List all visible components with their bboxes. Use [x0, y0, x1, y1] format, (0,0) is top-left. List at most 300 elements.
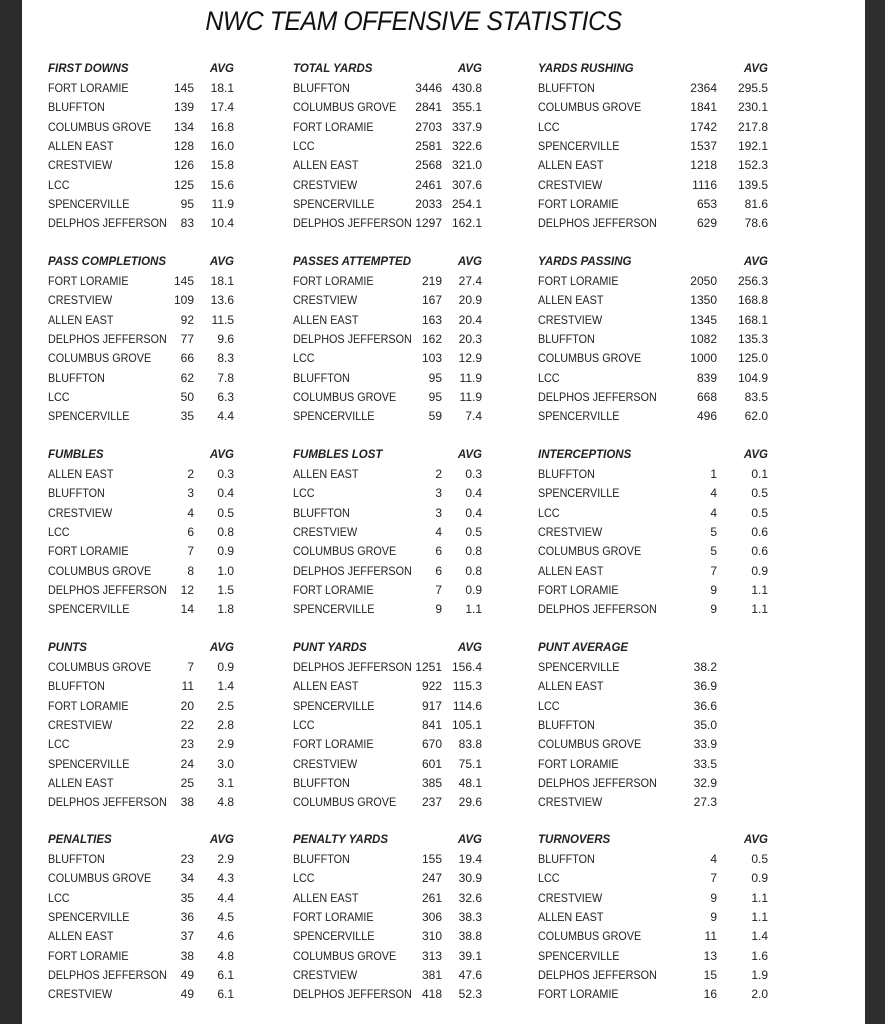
stat-average: 156.4 [451, 660, 482, 674]
stat-average: 11.9 [211, 196, 234, 211]
team-name: BLUFFTON [538, 717, 595, 732]
stat-category-heading: PASS COMPLETIONS [48, 256, 166, 268]
team-name: DELPHOS JEFFERSON [538, 775, 657, 790]
stat-value: 16 [703, 987, 717, 1002]
team-name: COLUMBUS GROVE [538, 737, 642, 752]
team-name: FORT LORAMIE [538, 274, 619, 288]
stat-value: 38 [180, 795, 194, 810]
stat-value: 27.3 [693, 795, 717, 810]
stat-average: 4.8 [217, 948, 234, 963]
stat-value: 1742 [690, 119, 717, 134]
stat-average: 6.1 [217, 967, 234, 982]
stat-value: 35 [180, 890, 194, 905]
stat-average: 152.3 [737, 158, 768, 173]
team-name: CRESTVIEW [538, 795, 603, 810]
team-name: SPENCERVILLE [538, 409, 620, 424]
team-name: COLUMBUS GROVE [538, 100, 642, 115]
stat-average: 1.4 [751, 929, 768, 944]
team-name: BLUFFTON [48, 852, 105, 866]
team-name: DELPHOS JEFFERSON [538, 602, 657, 617]
team-name: COLUMBUS GROVE [48, 351, 152, 366]
stat-value: 1350 [690, 293, 717, 308]
team-name: LCC [538, 698, 560, 713]
stat-value: 6 [187, 524, 194, 539]
stat-average: 321.0 [451, 158, 482, 173]
team-name: BLUFFTON [538, 331, 595, 346]
team-name: SPENCERVILLE [293, 409, 375, 424]
team-name: FORT LORAMIE [48, 948, 129, 963]
team-name: ALLEN EAST [538, 679, 604, 694]
stat-value: 237 [421, 795, 442, 810]
stat-average: 7.8 [217, 370, 234, 385]
team-name: CRESTVIEW [293, 177, 358, 192]
team-name: FORT LORAMIE [293, 274, 374, 288]
left-frame-border [0, 0, 22, 1024]
stat-average: 6.1 [217, 987, 234, 1002]
stat-average: 20.9 [458, 293, 482, 308]
stat-value: 109 [173, 293, 194, 308]
avg-column-heading: AVG [209, 256, 234, 268]
stat-average: 1.6 [751, 948, 768, 963]
stat-value: 922 [421, 679, 442, 694]
stat-average: 75.1 [458, 756, 482, 771]
stat-average: 52.3 [458, 987, 482, 1002]
stat-average: 83.5 [744, 389, 768, 404]
stat-average: 17.4 [210, 100, 234, 115]
stat-average: 256.3 [737, 274, 768, 288]
team-name: CRESTVIEW [538, 312, 603, 327]
stat-average: 2.9 [217, 852, 234, 866]
stat-value: 59 [428, 409, 442, 424]
stat-value: 2568 [415, 158, 442, 173]
stat-value: 66 [180, 351, 194, 366]
team-name: CRESTVIEW [48, 987, 113, 1002]
team-name: DELPHOS JEFFERSON [48, 795, 167, 810]
team-name: BLUFFTON [48, 370, 105, 385]
stat-average: 0.4 [465, 505, 482, 520]
team-name: ALLEN EAST [538, 909, 604, 924]
stat-value: 22 [180, 717, 194, 732]
team-name: LCC [48, 737, 70, 752]
stat-average: 135.3 [737, 331, 768, 346]
stat-average: 2.5 [217, 698, 234, 713]
team-name: BLUFFTON [48, 486, 105, 501]
stat-average: 0.5 [751, 852, 768, 866]
stat-value: 83 [180, 216, 194, 231]
stat-value: 35.0 [693, 717, 717, 732]
avg-column-heading: AVG [743, 63, 768, 75]
stat-value: 92 [180, 312, 194, 327]
team-name: BLUFFTON [293, 775, 350, 790]
team-name: SPENCERVILLE [48, 196, 130, 211]
avg-column-heading: AVG [457, 642, 482, 654]
avg-column-heading: AVG [457, 449, 482, 461]
stat-value: 33.9 [693, 737, 717, 752]
stat-value: 32.9 [693, 775, 717, 790]
team-name: DELPHOS JEFFERSON [293, 660, 412, 674]
stat-average: 0.4 [465, 486, 482, 501]
team-name: DELPHOS JEFFERSON [48, 331, 167, 346]
team-name: BLUFFTON [293, 852, 350, 866]
team-name: LCC [538, 370, 560, 385]
team-name: LCC [48, 524, 70, 539]
avg-column-heading: AVG [457, 256, 482, 268]
stat-average: 18.1 [210, 81, 234, 95]
stat-value: 12 [180, 582, 194, 597]
stat-value: 134 [173, 119, 194, 134]
stat-average: 4.5 [217, 909, 234, 924]
team-name: BLUFFTON [293, 505, 350, 520]
stat-category-heading: FUMBLES LOST [293, 449, 383, 461]
stat-average: 4.3 [217, 871, 234, 886]
stat-value: 7 [187, 544, 194, 559]
team-name: COLUMBUS GROVE [293, 795, 397, 810]
team-name: FORT LORAMIE [293, 737, 374, 752]
stat-value: 1082 [690, 331, 717, 346]
team-name: DELPHOS JEFFERSON [538, 967, 657, 982]
team-name: COLUMBUS GROVE [538, 351, 642, 366]
team-name: SPENCERVILLE [48, 409, 130, 424]
team-name: LCC [538, 505, 560, 520]
stat-value: 145 [173, 274, 194, 288]
stat-average: 230.1 [737, 100, 768, 115]
stat-value: 77 [180, 331, 194, 346]
stat-category-heading: TOTAL YARDS [293, 63, 373, 75]
team-name: SPENCERVILLE [538, 138, 620, 153]
team-name: FORT LORAMIE [538, 196, 619, 211]
stat-value: 261 [421, 890, 442, 905]
stat-value: 1116 [692, 177, 717, 192]
team-name: LCC [293, 486, 315, 501]
stat-average: 139.5 [737, 177, 768, 192]
stat-value: 1218 [690, 158, 717, 173]
stat-value: 11 [704, 929, 717, 944]
team-name: FORT LORAMIE [48, 698, 129, 713]
stat-average: 0.6 [751, 544, 768, 559]
stat-average: 0.9 [751, 563, 768, 578]
stat-average: 0.5 [217, 505, 234, 520]
stat-value: 11 [181, 679, 194, 694]
stat-value: 4 [187, 505, 194, 520]
stat-average: 114.6 [452, 698, 482, 713]
team-name: SPENCERVILLE [538, 948, 620, 963]
team-name: FORT LORAMIE [538, 582, 619, 597]
stat-average: 10.4 [210, 216, 234, 231]
stat-value: 1 [710, 467, 717, 481]
team-name: SPENCERVILLE [293, 929, 375, 944]
stat-value: 13 [703, 948, 717, 963]
stat-average: 16.0 [210, 138, 234, 153]
team-name: ALLEN EAST [293, 312, 359, 327]
team-name: LCC [293, 717, 315, 732]
team-name: FORT LORAMIE [538, 756, 619, 771]
stat-value: 103 [421, 351, 442, 366]
stat-average: 15.6 [210, 177, 234, 192]
stat-average: 0.5 [751, 486, 768, 501]
stat-value: 162 [421, 331, 442, 346]
stat-value: 670 [421, 737, 442, 752]
stat-value: 653 [696, 196, 717, 211]
avg-column-heading: AVG [743, 256, 768, 268]
team-name: FORT LORAMIE [293, 582, 374, 597]
team-name: FORT LORAMIE [48, 274, 129, 288]
avg-column-heading: AVG [457, 63, 482, 75]
stat-average: 337.9 [451, 119, 482, 134]
stat-value: 2050 [690, 274, 717, 288]
avg-column-heading: AVG [209, 834, 234, 846]
stat-value: 1297 [415, 216, 442, 231]
stat-value: 9 [710, 909, 717, 924]
stat-average: 4.8 [217, 795, 234, 810]
stats-band [22, 446, 865, 626]
stat-average: 0.3 [217, 467, 234, 481]
team-name: DELPHOS JEFFERSON [48, 216, 167, 231]
avg-column-heading: AVG [209, 642, 234, 654]
stat-value: 7 [187, 660, 194, 674]
page-title: NWC TEAM OFFENSIVE STATISTICS [205, 6, 622, 36]
avg-column-heading: AVG [743, 834, 768, 846]
stat-average: 430.8 [451, 81, 482, 95]
stat-average: 0.4 [217, 486, 234, 501]
stat-average: 83.8 [458, 737, 482, 752]
stat-category-heading: FUMBLES [48, 449, 104, 461]
stat-value: 155 [421, 852, 442, 866]
avg-column-heading: AVG [209, 449, 234, 461]
stat-average: 0.5 [751, 505, 768, 520]
stat-value: 6 [435, 563, 442, 578]
stat-value: 35 [180, 409, 194, 424]
stat-value: 36.6 [693, 698, 717, 713]
stat-value: 381 [421, 967, 442, 982]
stat-value: 163 [421, 312, 442, 327]
stat-value: 1345 [690, 312, 717, 327]
team-name: COLUMBUS GROVE [48, 871, 152, 886]
stat-category-heading: PENALTY YARDS [293, 834, 388, 846]
team-name: CRESTVIEW [48, 505, 113, 520]
stat-value: 95 [180, 196, 194, 211]
stat-average: 32.6 [458, 890, 482, 905]
stat-average: 0.5 [465, 524, 482, 539]
stat-average: 38.3 [458, 909, 482, 924]
stat-value: 3 [435, 505, 442, 520]
stat-value: 4 [710, 486, 717, 501]
stat-average: 3.1 [217, 775, 234, 790]
team-name: BLUFFTON [538, 852, 595, 866]
stat-value: 3 [187, 486, 194, 501]
stat-average: 20.3 [458, 331, 482, 346]
team-name: CRESTVIEW [293, 756, 358, 771]
team-name: COLUMBUS GROVE [293, 544, 397, 559]
team-name: ALLEN EAST [538, 563, 604, 578]
team-name: LCC [293, 138, 315, 153]
stat-value: 219 [421, 274, 442, 288]
stat-average: 9.6 [217, 331, 234, 346]
team-name: COLUMBUS GROVE [48, 119, 152, 134]
stat-value: 3 [435, 486, 442, 501]
stat-average: 2.8 [217, 717, 234, 732]
stat-average: 162.1 [451, 216, 482, 231]
team-name: COLUMBUS GROVE [48, 660, 152, 674]
team-name: SPENCERVILLE [48, 756, 130, 771]
stat-value: 841 [421, 717, 442, 732]
team-name: COLUMBUS GROVE [538, 929, 642, 944]
team-name: CRESTVIEW [48, 158, 113, 173]
team-name: COLUMBUS GROVE [293, 100, 397, 115]
team-name: COLUMBUS GROVE [293, 389, 397, 404]
stat-category-heading: INTERCEPTIONS [538, 449, 632, 461]
stat-value: 36.9 [693, 679, 717, 694]
stat-value: 5 [710, 524, 717, 539]
stat-value: 496 [696, 409, 717, 424]
team-name: CRESTVIEW [293, 967, 358, 982]
stat-average: 0.1 [751, 467, 768, 481]
stat-average: 1.8 [217, 602, 234, 617]
stat-value: 9 [710, 582, 717, 597]
stat-average: 0.6 [751, 524, 768, 539]
stat-average: 168.8 [737, 293, 768, 308]
team-name: ALLEN EAST [293, 679, 359, 694]
stat-average: 6.3 [217, 389, 234, 404]
document-page [22, 0, 865, 1024]
stat-average: 217.8 [737, 119, 768, 134]
stat-value: 95 [428, 389, 442, 404]
stat-category-heading: YARDS RUSHING [538, 63, 634, 75]
stat-value: 2841 [415, 100, 442, 115]
stat-average: 322.6 [451, 138, 482, 153]
stats-band [22, 60, 865, 240]
team-name: LCC [293, 351, 315, 366]
team-name: ALLEN EAST [48, 929, 114, 944]
stat-value: 62 [180, 370, 194, 385]
stats-band [22, 253, 865, 433]
team-name: SPENCERVILLE [293, 602, 375, 617]
stat-average: 19.4 [458, 852, 482, 866]
stat-average: 1.1 [751, 582, 768, 597]
team-name: DELPHOS JEFFERSON [293, 987, 412, 1002]
stat-average: 7.4 [465, 409, 482, 424]
team-name: ALLEN EAST [48, 467, 114, 481]
stat-average: 104.9 [737, 370, 768, 385]
stat-value: 7 [435, 582, 442, 597]
stat-average: 16.8 [210, 119, 234, 134]
stat-average: 39.1 [458, 948, 482, 963]
team-name: DELPHOS JEFFERSON [293, 216, 412, 231]
stat-value: 7 [710, 871, 717, 886]
stat-value: 34 [180, 871, 194, 886]
stat-average: 4.4 [217, 890, 234, 905]
stat-value: 629 [696, 216, 717, 231]
stat-value: 15 [703, 967, 717, 982]
team-name: SPENCERVILLE [293, 698, 375, 713]
stat-average: 11.9 [459, 370, 482, 385]
stat-value: 1251 [415, 660, 442, 674]
stat-value: 6 [435, 544, 442, 559]
team-name: CRESTVIEW [293, 524, 358, 539]
stat-value: 385 [421, 775, 442, 790]
team-name: LCC [48, 177, 70, 192]
stat-average: 105.1 [451, 717, 482, 732]
team-name: FORT LORAMIE [293, 119, 374, 134]
stat-value: 33.5 [693, 756, 717, 771]
stat-average: 254.1 [451, 196, 482, 211]
stat-category-heading: PUNT AVERAGE [538, 642, 629, 654]
team-name: DELPHOS JEFFERSON [538, 389, 657, 404]
stat-average: 11.9 [459, 389, 482, 404]
stat-category-heading: PENALTIES [48, 834, 112, 846]
stat-average: 78.6 [744, 216, 768, 231]
stat-average: 15.8 [210, 158, 234, 173]
stat-category-heading: YARDS PASSING [538, 256, 632, 268]
team-name: BLUFFTON [538, 467, 595, 481]
stat-value: 145 [173, 81, 194, 95]
team-name: SPENCERVILLE [48, 909, 130, 924]
team-name: CRESTVIEW [538, 524, 603, 539]
stat-value: 23 [180, 852, 194, 866]
stat-value: 38.2 [693, 660, 717, 674]
stat-value: 313 [421, 948, 442, 963]
stat-average: 168.1 [737, 312, 768, 327]
stat-value: 3446 [415, 81, 442, 95]
team-name: LCC [538, 871, 560, 886]
stat-category-heading: TURNOVERS [538, 834, 611, 846]
stat-average: 1.1 [751, 909, 768, 924]
avg-column-heading: AVG [457, 834, 482, 846]
stat-average: 0.8 [465, 544, 482, 559]
stat-average: 4.4 [217, 409, 234, 424]
team-name: CRESTVIEW [293, 293, 358, 308]
stat-value: 2461 [415, 177, 442, 192]
stat-category-heading: PUNT YARDS [293, 642, 367, 654]
team-name: SPENCERVILLE [538, 486, 620, 501]
stat-value: 1000 [690, 351, 717, 366]
avg-column-heading: AVG [743, 449, 768, 461]
stat-average: 0.3 [465, 467, 482, 481]
avg-column-heading: AVG [209, 63, 234, 75]
stat-value: 418 [421, 987, 442, 1002]
team-name: CRESTVIEW [538, 890, 603, 905]
team-name: DELPHOS JEFFERSON [48, 967, 167, 982]
stat-average: 1.0 [217, 563, 234, 578]
team-name: FORT LORAMIE [293, 909, 374, 924]
team-name: ALLEN EAST [48, 312, 114, 327]
stat-average: 355.1 [451, 100, 482, 115]
stat-average: 0.9 [465, 582, 482, 597]
stat-average: 1.1 [751, 602, 768, 617]
team-name: SPENCERVILLE [48, 602, 130, 617]
stat-value: 50 [180, 389, 194, 404]
team-name: LCC [538, 119, 560, 134]
stat-value: 128 [173, 138, 194, 153]
team-name: BLUFFTON [293, 370, 350, 385]
stat-value: 4 [710, 852, 717, 866]
team-name: ALLEN EAST [293, 158, 359, 173]
stat-value: 38 [180, 948, 194, 963]
stat-average: 62.0 [744, 409, 768, 424]
stat-category-heading: FIRST DOWNS [48, 63, 129, 75]
stat-average: 295.5 [737, 81, 768, 95]
stat-average: 18.1 [210, 274, 234, 288]
team-name: DELPHOS JEFFERSON [293, 563, 412, 578]
team-name: BLUFFTON [48, 100, 105, 115]
team-name: ALLEN EAST [293, 890, 359, 905]
team-name: COLUMBUS GROVE [48, 563, 152, 578]
stat-value: 2364 [690, 81, 717, 95]
stat-average: 4.6 [217, 929, 234, 944]
stat-value: 139 [173, 100, 194, 115]
stat-value: 126 [173, 158, 194, 173]
stat-value: 1537 [690, 138, 717, 153]
team-name: CRESTVIEW [538, 177, 603, 192]
